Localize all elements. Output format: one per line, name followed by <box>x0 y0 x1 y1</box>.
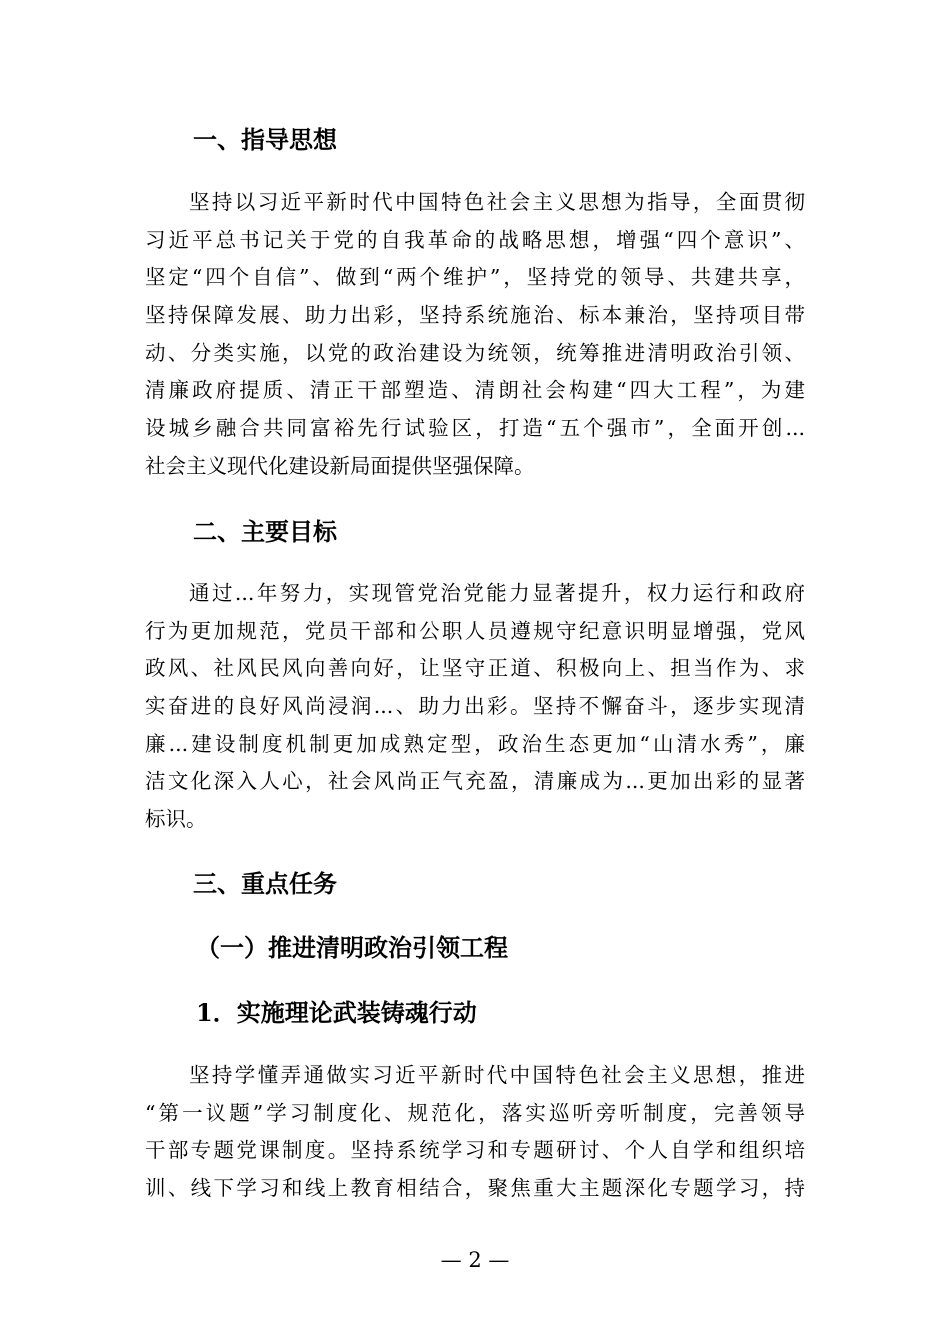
text-line: 习近平总书记关于党的自我革命的战略思想，增强“四个意识”、 <box>145 227 805 252</box>
text-line: 坚持保障发展、助力出彩，坚持系统施治、标本兼治，坚持项目带 <box>145 303 805 328</box>
text-line: 动、分类实施，以党的政治建设为统领，统筹推进清明政治引领、 <box>145 340 805 365</box>
text-line: 设城乡融合共同富裕先行试验区，打造“五个强市”，全面开创... <box>145 416 805 441</box>
text-line: 政风、社风民风向善向好，让坚守正道、积极向上、担当作为、求 <box>145 656 805 681</box>
section-heading-guiding-ideology: 一、指导思想 <box>193 126 337 154</box>
subsection-heading: （一）推进清明政治引领工程 <box>196 934 508 962</box>
paragraph-theory-action <box>145 1057 805 1208</box>
text-line: “第一议题”学习制度化、规范化，落实巡听旁听制度，完善领导 <box>145 1100 805 1125</box>
text-line: 行为更加规范，党员干部和公职人员遵规守纪意识明显增强，党风 <box>145 618 805 643</box>
text-line: 坚定“四个自信”、做到“两个维护”，坚持党的领导、共建共享， <box>145 265 805 290</box>
item-heading: 1．实施理论武装铸魂行动 <box>196 998 477 1027</box>
section-heading-key-tasks: 三、重点任务 <box>193 870 337 898</box>
text-line: 训、线下学习和线上教育相结合，聚焦重大主题深化专题学习，持 <box>145 1176 805 1201</box>
page-number: — 2 — <box>440 1248 510 1272</box>
paragraph-guiding-ideology <box>145 184 805 486</box>
text-line: 坚持以习近平新时代中国特色社会主义思想为指导，全面贯彻 <box>189 190 805 214</box>
text-line: 洁文化深入人心，社会风尚正气充盈，清廉成为...更加出彩的显著 <box>145 769 805 794</box>
text-line: 廉...建设制度机制更加成熟定型，政治生态更加“山清水秀”，廉 <box>145 731 805 756</box>
text-line: 通过...年努力，实现管党治党能力显著提升，权力运行和政府 <box>189 581 805 605</box>
text-line: 实奋进的良好风尚浸润...、助力出彩。坚持不懈奋斗，逐步实现清 <box>145 694 805 719</box>
paragraph-main-goals <box>145 575 805 839</box>
text-line: 清廉政府提质、清正干部塑造、清朗社会构建“四大工程”，为建 <box>145 378 805 403</box>
section-heading-main-goals: 二、主要目标 <box>193 518 337 546</box>
text-line: 标识。 <box>145 807 207 832</box>
text-line: 社会主义现代化建设新局面提供坚强保障。 <box>145 453 535 478</box>
text-line: 坚持学懂弄通做实习近平新时代中国特色社会主义思想，推进 <box>189 1063 805 1087</box>
text-line: 干部专题党课制度。坚持系统学习和专题研讨、个人自学和组织培 <box>145 1138 805 1163</box>
